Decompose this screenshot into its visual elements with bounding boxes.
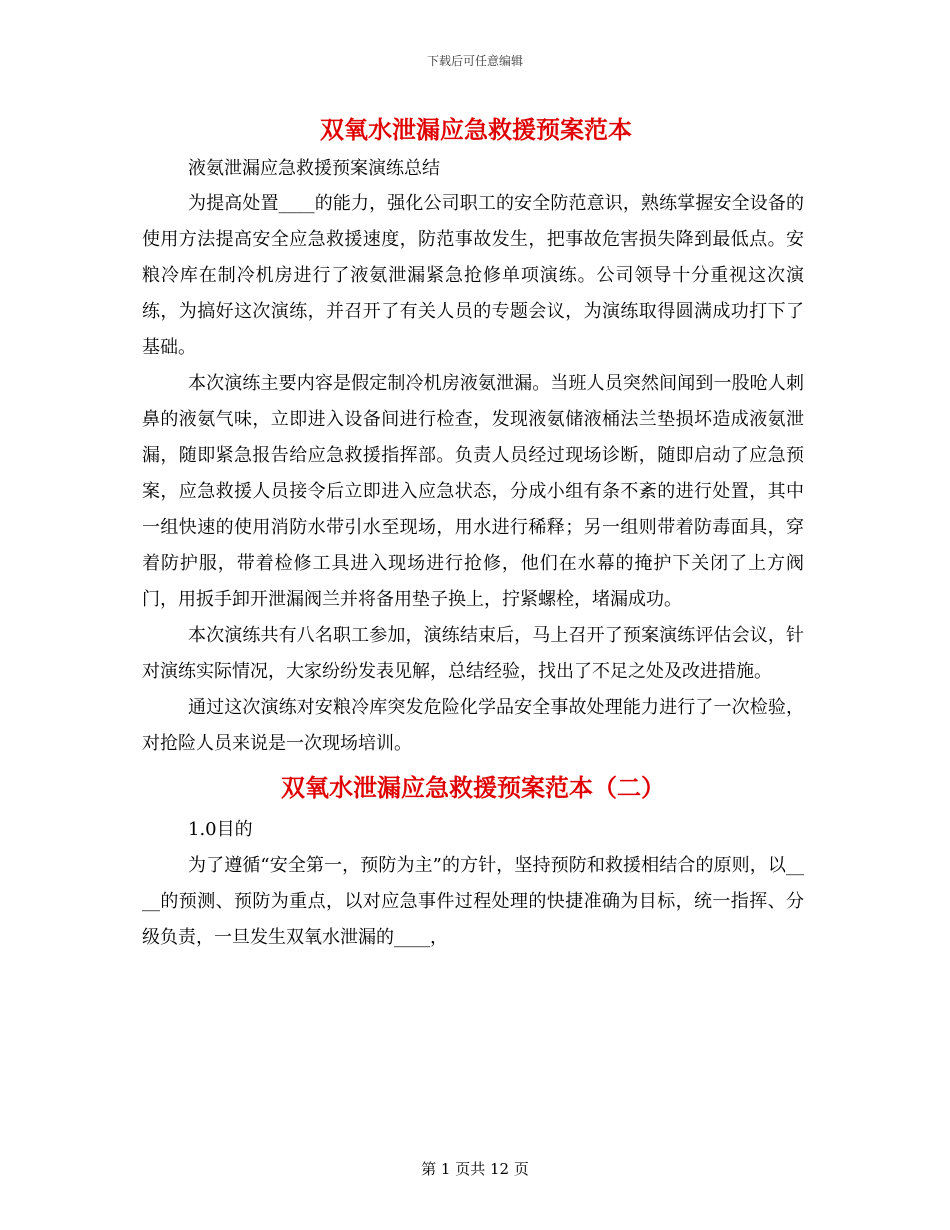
paragraph-5: 为了遵循“安全第一，预防为主”的方针，坚持预防和救援相结合的原则，以____的预测、预防为重点，以对应急事件过程处理的快捷准确为目标，统一指挥、分级负责，一旦发生双氧水泄漏的____， [142,855,804,948]
page-header-note: 下载后可任意编辑 [426,54,523,68]
document-body [142,112,804,956]
document-title: 双氧水泄漏应急救援预案范本 [320,115,632,144]
paragraph-3: 本次演练共有八名职工参加，演练结束后，马上召开了预案演练评估会议，针对演练实际情况，大家纷纷发表见解，总结经验，找出了不足之处及改进措施。 [142,625,804,682]
paragraph-2: 本次演练主要内容是假定制冷机房液氨泄漏。当班人员突然间闻到一股呛人刺鼻的液氨气味，立即进入设备间进行检查，发现液氨储液桶法兰垫损坏造成液氨泄漏，随即紧急报告给应急救援指挥部。负责人员经过现场诊断，随即启动了应急预案，应急救援人员接令后立即进入应急状态，分成小组有条不紊的进行处置，其中一组快速的使用消防水带引水至现场，用水进行稀释；另一组则带着防毒面具，穿着防护服，带着检修工具进入现场进行抢修，他们在水幕的掩护下关闭了上方阀门，用扳手卸开泄漏阀兰并将备用垫子换上，拧紧螺栓，堵漏成功。 [142,373,804,610]
page-footer-number: 第 1 页共 12 页 [421,1160,529,1178]
section-title-2: 双氧水泄漏应急救援预案范本（二） [281,773,665,802]
section-heading-purpose: 1.0目的 [188,819,253,840]
paragraph-4: 通过这次演练对安粮冷库突发危险化学品安全事故处理能力进行了一次检验，对抢险人员来说是一次现场培训。 [142,697,804,754]
paragraph-1: 为提高处置____的能力，强化公司职工的安全防范意识，熟练掌握安全设备的使用方法提高安全应急救援速度，防范事故发生，把事故危害损失降到最低点。安粮冷库在制冷机房进行了液氨泄漏紧急抢修单项演练。公司领导十分重视这次演练，为搞好这次演练，并召开了有关人员的专题会议，为演练取得圆满成功打下了基础。 [142,193,804,358]
document-subtitle: 液氨泄漏应急救援预案演练总结 [188,158,440,179]
